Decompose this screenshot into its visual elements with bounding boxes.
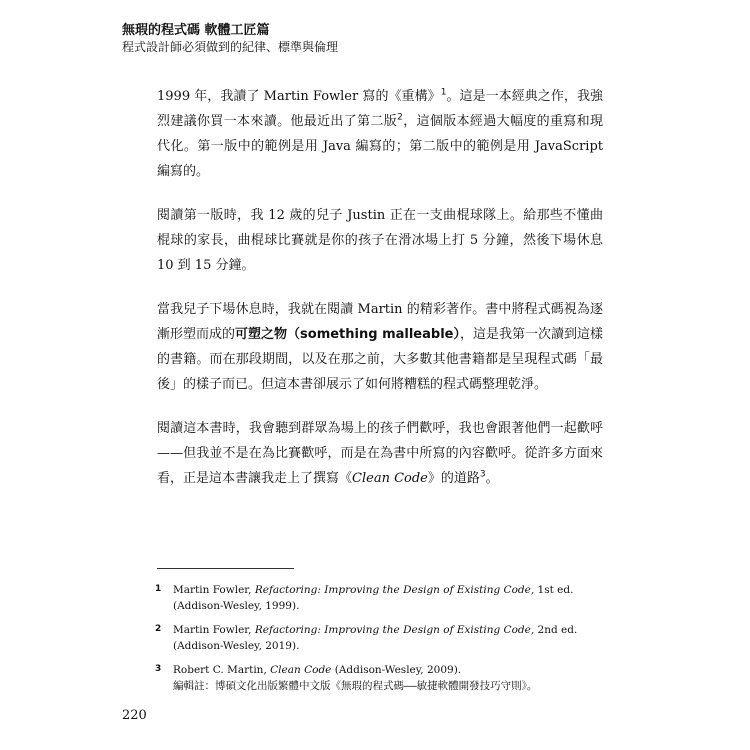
emphasis-term: 可塑之物（something malleable） — [235, 327, 460, 342]
paragraph-3-text-b: ，這是我第一次讀到這樣的書籍。而在那段期間，以及在那之前，大多數其他書籍都是呈現程式碼「最後」的樣子而已。但這本書卻展示了如何將糟糕的程式碼整理乾淨。 — [157, 327, 603, 392]
footnote-1 — [155, 582, 605, 614]
footnote-number: 2 — [155, 624, 162, 634]
footnote-publication: (Addison-Wesley, 2009). — [331, 664, 462, 676]
book-title-clean-code: Clean Code — [352, 471, 428, 486]
paragraph-2-text: 閱讀第一版時，我 12 歲的兒子 Justin 正在一支曲棍球隊上。給那些不懂曲棍球的家長，曲棍球比賽就是你的孩子在滑冰場上打 5 分鐘，然後下場休息 10 到 15 分鐘。 — [157, 208, 603, 273]
footnote-number: 1 — [155, 584, 162, 594]
footnote-ref-3: 3 — [479, 469, 486, 480]
footnote-number: 3 — [155, 664, 162, 674]
footnote-text — [173, 582, 605, 614]
footnote-author: Martin Fowler, — [173, 624, 255, 636]
footnote-publication: 1st ed. (Addison-Wesley, 1999). — [173, 584, 574, 612]
footnote-title: Clean Code — [270, 664, 332, 676]
footnote-publication: 2nd ed. (Addison-Wesley, 2019). — [173, 624, 578, 652]
paragraph-3 — [157, 297, 603, 397]
footnote-ref-2: 2 — [397, 112, 403, 123]
footnote-text — [173, 662, 605, 694]
paragraph-2 — [157, 203, 603, 278]
running-header — [122, 22, 642, 55]
page-number: 220 — [122, 708, 147, 723]
book-subtitle: 程式設計師必須做到的紀律、標準與倫理 — [122, 40, 339, 54]
body-text — [157, 84, 603, 510]
footnote-3 — [155, 662, 605, 694]
footnote-author: Robert C. Martin, — [173, 664, 271, 676]
paragraph-3-text-a: 當我兒子下場休息時，我就在閱讀 Martin 的精彩著作。書中將程式碼視為逐漸形塑而成的 — [157, 302, 603, 342]
book-title: 無瑕的程式碼 軟體工匠篇 — [122, 23, 270, 38]
editor-note: 編輯註：博碩文化出版繁體中文版《無瑕的程式碼——敏捷軟體開發技巧守則》。 — [173, 680, 538, 692]
footnote-2 — [155, 622, 605, 654]
paragraph-1-text-b: 。這是一本經典之作，我強烈建議你買一本來讀。他最近出了第二版 — [157, 89, 603, 129]
paragraph-4-text-b: 》的道路 — [427, 471, 480, 486]
footnote-ref-1: 1 — [440, 87, 447, 98]
footnote-title: Refactoring: Improving the Design of Existing Code, — [254, 584, 535, 596]
footnotes — [155, 582, 605, 702]
paragraph-1-text-a: 1999 年，我讀了 Martin Fowler 寫的《重構》 — [157, 89, 441, 104]
footnote-divider — [157, 568, 294, 569]
footnote-text — [173, 622, 605, 654]
paragraph-4 — [157, 416, 603, 491]
footnote-title: Refactoring: Improving the Design of Existing Code, — [254, 624, 535, 636]
paragraph-1-text-c: ，這個版本經過大幅度的重寫和現代化。第一版中的範例是用 Java 編寫的；第二版中的範例是用 JavaScript 編寫的。 — [157, 114, 603, 179]
footnote-author: Martin Fowler, — [173, 584, 255, 596]
paragraph-4-text-a: 閱讀這本書時，我會聽到群眾為場上的孩子們歡呼，我也會跟著他們一起歡呼——但我並不是在為比賽歡呼，而是在為書中所寫的內容歡呼。從許多方面來看，正是這本書讓我走上了撰寫《 — [157, 421, 603, 486]
paragraph-1 — [157, 84, 603, 184]
paragraph-4-text-c: 。 — [485, 471, 499, 486]
